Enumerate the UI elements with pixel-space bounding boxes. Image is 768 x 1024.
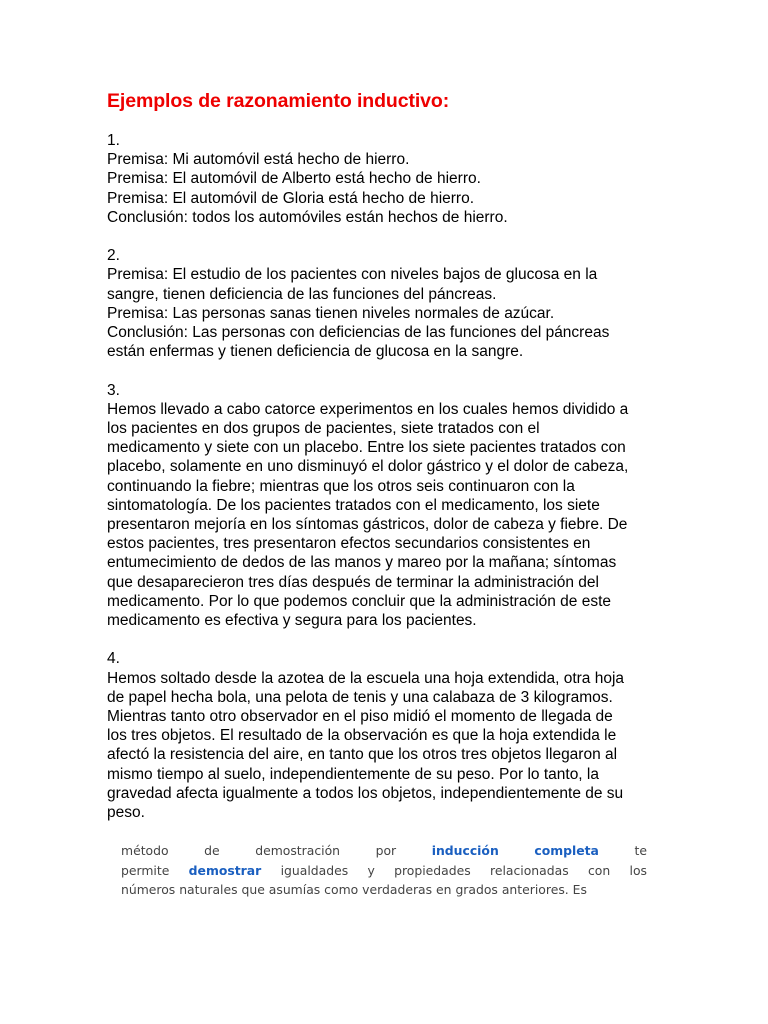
example-line: Premisa: Mi automóvil está hecho de hierro. xyxy=(107,151,410,169)
example-2 xyxy=(107,246,667,361)
snippet-line-3: números naturales que asumías como verdaderas en grados anteriores. Es xyxy=(121,882,587,897)
snippet-text: método de demostración por xyxy=(121,843,397,858)
example-line: Premisa: El automóvil de Alberto está hecho de hierro. xyxy=(107,170,481,188)
example-line: estos pacientes, tres presentaron efectos secundarios consistentes en xyxy=(107,535,591,553)
document-body xyxy=(107,131,667,841)
completa-link[interactable]: completa xyxy=(534,843,599,858)
example-line: los tres objetos. El resultado de la observación es que la hoja extendida le xyxy=(107,727,617,745)
example-line: gravedad afecta igualmente a todos los objetos, independientemente de su xyxy=(107,784,624,802)
example-number: 2. xyxy=(107,247,120,265)
induccion-link[interactable]: inducción xyxy=(431,843,499,858)
example-line: continuando la fiebre; mientras que los otros seis continuaron con la xyxy=(107,477,575,495)
snippet-line-1 xyxy=(121,841,647,861)
example-line: mismo tiempo al suelo, independientemente de su peso. Por lo tanto, la xyxy=(107,765,599,783)
example-line: Hemos llevado a cabo catorce experimentos en los cuales hemos dividido a xyxy=(107,400,629,418)
example-line: Conclusión: Las personas con deficiencias de las funciones del páncreas xyxy=(107,324,610,342)
example-line: Premisa: Las personas sanas tienen niveles normales de azúcar. xyxy=(107,304,555,322)
example-line: Mientras tanto otro observador en el piso midió el momento de llegada de xyxy=(107,708,613,726)
example-line: que desaparecieron tres días después de terminar la administración del xyxy=(107,573,599,591)
snippet-text: igualdades y propiedades relacionadas con los xyxy=(280,862,647,878)
example-3 xyxy=(107,381,667,631)
example-line: Premisa: El automóvil de Gloria está hecho de hierro. xyxy=(107,189,475,207)
example-line: Hemos soltado desde la azotea de la escuela una hoja extendida, otra hoja xyxy=(107,669,625,687)
snippet-line-2 xyxy=(121,861,647,881)
example-line: entumecimiento de dedos de las manos y mareo por la mañana; síntomas xyxy=(107,554,617,572)
example-4 xyxy=(107,649,667,822)
example-number: 1. xyxy=(107,132,120,149)
example-line: sangre, tienen deficiencia de las funciones del páncreas. xyxy=(107,285,497,303)
example-line: medicamento y siete con un placebo. Entre los siete pacientes tratados con xyxy=(107,439,626,457)
example-number: 4. xyxy=(107,650,120,668)
example-line: los pacientes en dos grupos de pacientes, siete tratados con el xyxy=(107,420,540,438)
example-line: están enfermas y tienen deficiencia de glucosa en la sangre. xyxy=(107,343,524,361)
example-line: peso. xyxy=(107,804,145,822)
example-line: sintomatología. De los pacientes tratados con el medicamento, los siete xyxy=(107,496,600,514)
example-number: 3. xyxy=(107,381,120,399)
example-line: presentaron mejoría en los síntomas gástricos, dolor de cabeza y fiebre. De xyxy=(107,516,628,534)
document-title: Ejemplos de razonamiento inductivo: xyxy=(107,90,450,112)
demostrar-link[interactable]: demostrar xyxy=(188,862,262,878)
example-line: afectó la resistencia del aire, en tanto que los otros tres objetos llegaron al xyxy=(107,746,618,764)
snippet-text: te xyxy=(634,843,647,858)
pasted-web-snippet xyxy=(121,841,647,900)
example-line: Premisa: El estudio de los pacientes con niveles bajos de glucosa en la xyxy=(107,266,598,284)
example-line: medicamento. Por lo que podemos concluir que la administración de este xyxy=(107,592,612,610)
snippet-text: permite xyxy=(121,862,170,878)
example-1 xyxy=(107,131,667,227)
example-line: Conclusión: todos los automóviles están hechos de hierro. xyxy=(107,208,508,226)
example-line: medicamento es efectiva y segura para los pacientes. xyxy=(107,612,477,630)
example-line: placebo, solamente en uno disminuyó el dolor gástrico y el dolor de cabeza, xyxy=(107,458,629,476)
example-line: de papel hecha bola, una pelota de tenis y una calabaza de 3 kilogramos. xyxy=(107,688,613,706)
